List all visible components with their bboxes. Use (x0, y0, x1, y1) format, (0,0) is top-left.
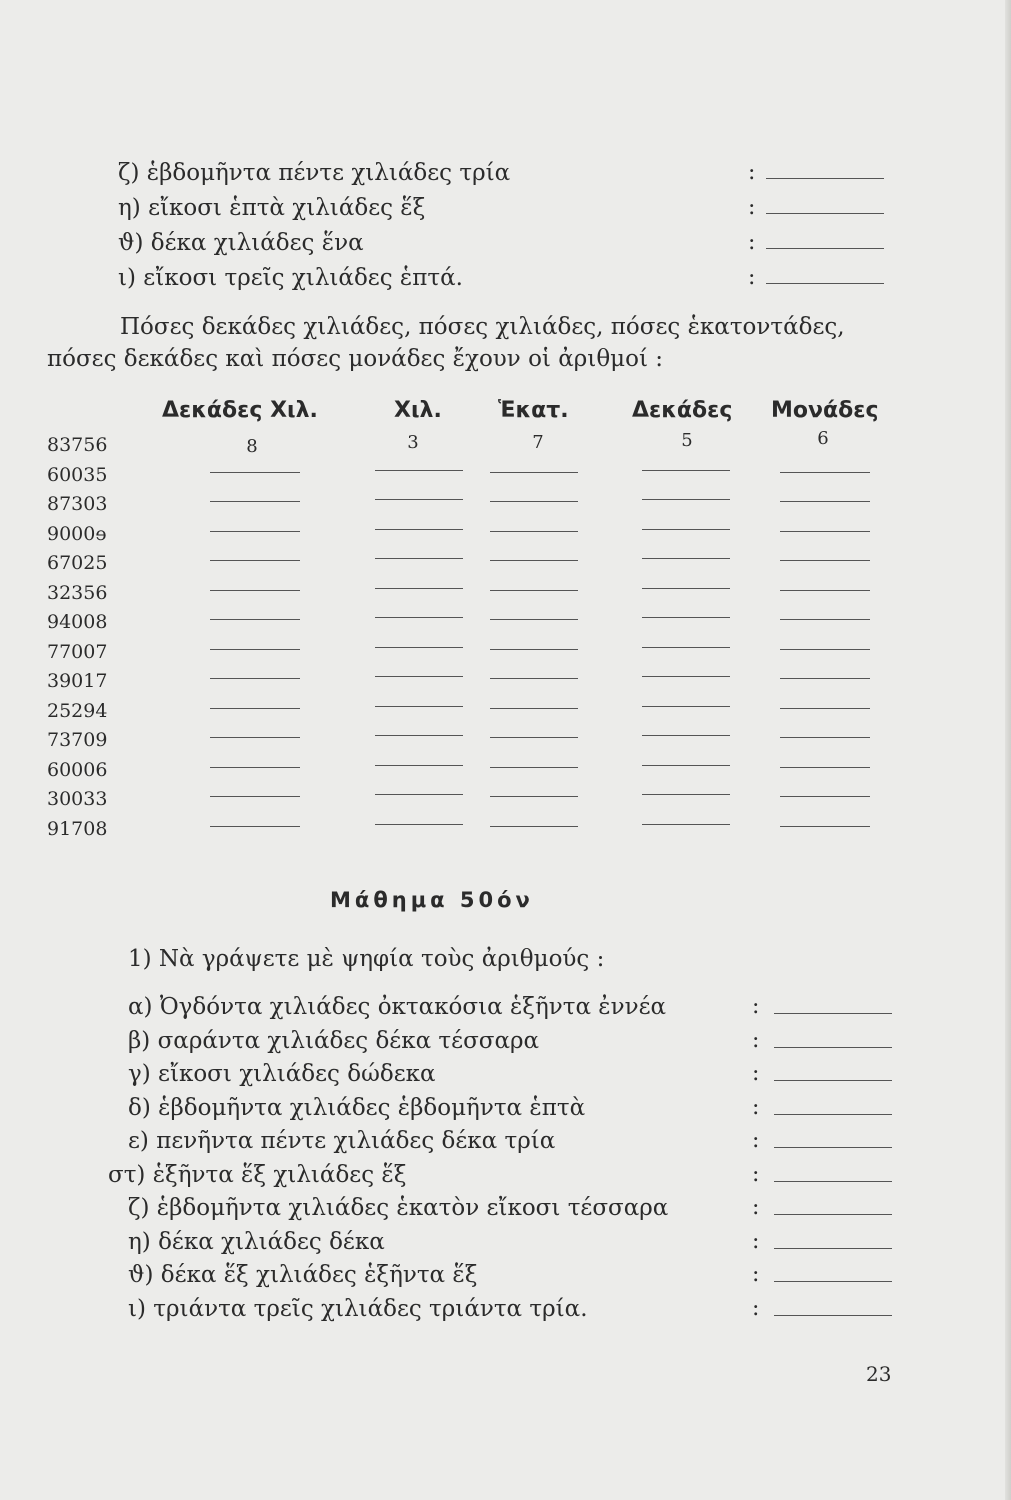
row-number: 60035 (47, 463, 108, 486)
lesson-item-text: β) σαράντα χιλιάδες δέκα τέσσαρα (128, 1027, 540, 1054)
cell-hundreds-blank (490, 767, 578, 768)
question-line-1: Πόσες δεκάδες χιλιάδες, πόσες χιλιάδες, πόσες ἑκατοντάδες, (120, 314, 845, 340)
lesson-item-colon: : (752, 1128, 760, 1153)
cell-units-blank (780, 531, 870, 532)
answer-blank (774, 1047, 892, 1048)
lesson-instruction: 1) Νὰ γράψετε μὲ ψηφία τοὺς ἀριθμούς : (128, 946, 605, 972)
lesson-item-colon: : (752, 1161, 760, 1187)
cell-tens-of-thousands-blank (210, 796, 300, 797)
row-number: 39017 (47, 670, 108, 692)
top-item-colon: : (748, 160, 756, 185)
row-number: 73709 (47, 729, 108, 751)
answer-blank (774, 1248, 892, 1249)
header-tens: Δεκάδες (632, 398, 733, 423)
answer-blank (774, 1013, 892, 1014)
lesson-item-colon: : (752, 1027, 760, 1053)
answer-blank (766, 213, 884, 214)
cell-units: 6 (817, 428, 829, 449)
top-item-text: ι) εἴκοσι τρεῖς χιλιάδες ἑπτά. (118, 265, 463, 291)
cell-units-blank (780, 560, 870, 561)
cell-hundreds-blank (490, 737, 578, 738)
cell-tens-blank (642, 765, 730, 766)
cell-tens-blank (642, 617, 730, 618)
cell-units-blank (780, 501, 870, 502)
lesson-item-text: γ) εἴκοσι χιλιάδες δώδεκα (128, 1061, 436, 1087)
header-tens-of-thousands: Δεκάδες Χιλ. (162, 398, 318, 423)
lesson-item-text: στ) ἑξῆντα ἕξ χιλιάδες ἕξ (108, 1161, 407, 1188)
row-number: 87303 (47, 493, 108, 515)
answer-blank (766, 283, 884, 284)
cell-tens-blank (642, 647, 730, 648)
cell-thousands-blank (375, 765, 463, 766)
cell-thousands-blank (375, 824, 463, 825)
cell-hundreds-blank (490, 501, 578, 502)
cell-thousands-blank (375, 617, 463, 618)
header-hundreds: Ἑκατ. (498, 398, 569, 423)
cell-tens-of-thousands-blank (210, 501, 300, 502)
row-number: 67025 (47, 552, 108, 574)
row-number: 9000ɘ (47, 522, 107, 545)
top-item-colon: : (748, 195, 756, 220)
cell-tens-blank (642, 706, 730, 707)
cell-tens-blank (642, 499, 730, 500)
top-item-colon: : (748, 230, 756, 255)
lesson-item-text: ζ) ἑβδομῆντα χιλιάδες ἑκατὸν εἴκοσι τέσσαρα (128, 1195, 669, 1221)
cell-thousands-blank (375, 558, 463, 559)
page-number: 23 (866, 1362, 892, 1386)
cell-tens-of-thousands-blank (210, 737, 300, 738)
header-units: Μονάδες (771, 398, 879, 423)
answer-blank (766, 248, 884, 249)
lesson-item-text: ε) πενῆντα πέντε χιλιάδες δέκα τρία (128, 1128, 556, 1154)
cell-tens-blank (642, 794, 730, 795)
cell-hundreds-blank (490, 560, 578, 561)
cell-units-blank (780, 472, 870, 473)
lesson-title: Μάθημα 50όν (330, 888, 534, 912)
cell-thousands-blank (375, 676, 463, 677)
lesson-item-colon: : (752, 994, 760, 1019)
row-number: 77007 (47, 640, 108, 663)
cell-hundreds-blank (490, 590, 578, 591)
cell-hundreds-blank (490, 649, 578, 650)
cell-tens: 5 (681, 430, 693, 451)
row-number: 91708 (47, 817, 108, 840)
cell-tens-of-thousands-blank (210, 708, 300, 709)
cell-thousands-blank (375, 794, 463, 795)
lesson-item-colon: : (752, 1061, 760, 1086)
cell-units-blank (780, 678, 870, 679)
cell-hundreds-blank (490, 472, 578, 473)
cell-hundreds-blank (490, 619, 578, 620)
top-item-text: ϑ) δέκα χιλιάδες ἕνα (118, 230, 364, 256)
cell-tens-blank (642, 529, 730, 530)
cell-thousands: 3 (407, 432, 419, 453)
top-item-text: η) εἴκοσι ἑπτὰ χιλιάδες ἕξ (118, 195, 426, 221)
lesson-item-text: ϑ) δέκα ἕξ χιλιάδες ἑξῆντα ἕξ (128, 1262, 478, 1288)
top-item-text: ζ) ἑβδομῆντα πέντε χιλιάδες τρία (118, 160, 511, 186)
lesson-item-text: α) Ὀγδόντα χιλιάδες ὀκτακόσια ἑξῆντα ἐννέα (128, 994, 667, 1020)
cell-tens-of-thousands-blank (210, 560, 300, 561)
cell-tens-of-thousands-blank (210, 649, 300, 650)
cell-units-blank (780, 619, 870, 620)
answer-blank (774, 1214, 892, 1215)
cell-hundreds-blank (490, 826, 578, 827)
cell-tens-of-thousands: 8 (246, 436, 258, 457)
lesson-item-colon: : (752, 1094, 760, 1120)
answer-blank (774, 1181, 892, 1182)
cell-units-blank (780, 708, 870, 709)
answer-blank (774, 1281, 892, 1282)
cell-units-blank (780, 649, 870, 650)
cell-thousands-blank (375, 647, 463, 648)
lesson-item-colon: : (752, 1195, 760, 1220)
cell-units-blank (780, 590, 870, 591)
cell-thousands-blank (375, 735, 463, 736)
cell-tens-of-thousands-blank (210, 826, 300, 827)
cell-tens-of-thousands-blank (210, 619, 300, 620)
cell-tens-of-thousands-blank (210, 678, 300, 679)
cell-tens-blank (642, 558, 730, 559)
cell-hundreds: 7 (532, 432, 544, 453)
top-item-colon: : (748, 265, 756, 290)
row-number: 60006 (47, 758, 108, 781)
lesson-item-text: η) δέκα χιλιάδες δέκα (128, 1228, 385, 1255)
answer-blank (766, 178, 884, 179)
cell-tens-of-thousands-blank (210, 531, 300, 532)
row-number: 25294 (47, 699, 108, 722)
cell-tens-blank (642, 676, 730, 677)
cell-hundreds-blank (490, 678, 578, 679)
lesson-item-colon: : (752, 1262, 760, 1287)
lesson-item-text: ι) τριάντα τρεῖς χιλιάδες τριάντα τρία. (128, 1295, 588, 1322)
answer-blank (774, 1147, 892, 1148)
question-line-2: πόσες δεκάδες καὶ πόσες μονάδες ἔχουν οἱ ἀριθμοί : (47, 346, 664, 372)
cell-hundreds-blank (490, 708, 578, 709)
row-number: 83756 (47, 434, 108, 456)
answer-blank (774, 1080, 892, 1081)
cell-thousands-blank (375, 588, 463, 589)
page-edge (1005, 0, 1011, 1500)
cell-tens-of-thousands-blank (210, 472, 300, 473)
cell-thousands-blank (375, 706, 463, 707)
row-number: 30033 (47, 788, 108, 810)
lesson-item-colon: : (752, 1295, 760, 1321)
cell-tens-blank (642, 735, 730, 736)
row-number: 94008 (47, 611, 108, 633)
cell-thousands-blank (375, 529, 463, 530)
cell-units-blank (780, 796, 870, 797)
cell-tens-blank (642, 470, 730, 471)
cell-thousands-blank (375, 470, 463, 471)
cell-tens-blank (642, 824, 730, 825)
cell-hundreds-blank (490, 531, 578, 532)
cell-units-blank (780, 826, 870, 827)
header-thousands: Χιλ. (394, 398, 442, 423)
row-number: 32356 (47, 581, 108, 604)
lesson-item-colon: : (752, 1228, 760, 1254)
cell-hundreds-blank (490, 796, 578, 797)
lesson-item-text: δ) ἑβδομῆντα χιλιάδες ἑβδομῆντα ἑπτὰ (128, 1094, 586, 1121)
cell-tens-of-thousands-blank (210, 590, 300, 591)
cell-units-blank (780, 737, 870, 738)
answer-blank (774, 1114, 892, 1115)
cell-units-blank (780, 767, 870, 768)
cell-thousands-blank (375, 499, 463, 500)
answer-blank (774, 1315, 892, 1316)
cell-tens-blank (642, 588, 730, 589)
cell-tens-of-thousands-blank (210, 767, 300, 768)
